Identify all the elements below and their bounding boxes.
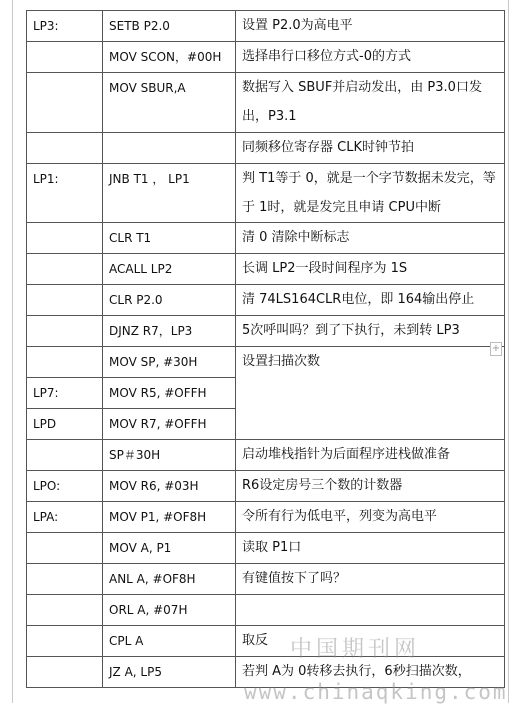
- label-cell: LPA:: [27, 502, 103, 533]
- label-cell: LP1:: [27, 164, 103, 223]
- desc-cell: 判 T1等于 0，就是一个字节数据未发完，等于 1时，就是发完且申请 CPU中断: [236, 164, 505, 223]
- code-cell: ACALL LP2: [103, 254, 236, 285]
- desc-cell: 取反: [236, 626, 505, 657]
- table-row: [27, 223, 505, 254]
- assembly-code-table: [26, 10, 505, 688]
- code-cell: ORL A, #07H: [103, 595, 236, 626]
- desc-cell: 5次呼叫吗？到了下执行，未到转 LP3: [236, 316, 505, 347]
- code-cell: MOV R7, #OFFH: [103, 409, 236, 440]
- code-cell: MOV A, P1: [103, 533, 236, 564]
- desc-cell: 若判 A为 0转移去执行，6秒扫描次数，: [236, 657, 505, 688]
- code-cell: MOV SBUR,A: [103, 73, 236, 133]
- label-cell: LPO:: [27, 471, 103, 502]
- label-cell: [27, 533, 103, 564]
- desc-cell: 清 74LS164CLR电位，即 164输出停止: [236, 285, 505, 316]
- table-row: [27, 11, 505, 42]
- label-cell: [27, 347, 103, 378]
- table-row: [27, 564, 505, 595]
- desc-cell: 启动堆栈指针为后面程序进栈做准备: [236, 440, 505, 471]
- label-cell: LP7:: [27, 378, 103, 409]
- code-cell: [103, 133, 236, 164]
- label-cell: [27, 223, 103, 254]
- table-row: [27, 42, 505, 73]
- table-add-row-icon[interactable]: +: [491, 343, 501, 354]
- label-cell: [27, 254, 103, 285]
- desc-cell: [236, 595, 505, 626]
- table-row: [27, 164, 505, 223]
- table-row: [27, 316, 505, 347]
- label-cell: [27, 73, 103, 133]
- table-row: [27, 73, 505, 133]
- label-cell: LP3:: [27, 11, 103, 42]
- label-cell: [27, 440, 103, 471]
- table-row: [27, 533, 505, 564]
- desc-cell: 同频移位寄存器 CLK时钟节拍: [236, 133, 505, 164]
- code-cell: JNB T1 ， LP1: [103, 164, 236, 223]
- label-cell: [27, 626, 103, 657]
- page-margin-line-left: [12, 0, 13, 703]
- label-cell: LPD: [27, 409, 103, 440]
- desc-cell: R6设定房号三个数的计数器: [236, 471, 505, 502]
- table-row: [27, 471, 505, 502]
- watermark-url: www.chinaqking.com: [244, 680, 508, 704]
- label-cell: [27, 133, 103, 164]
- label-cell: [27, 564, 103, 595]
- desc-cell: 设置扫描次数: [236, 347, 505, 440]
- desc-cell: 有键值按下了吗？: [236, 564, 505, 595]
- table-row: [27, 626, 505, 657]
- table-row: [27, 347, 505, 378]
- table-row: [27, 502, 505, 533]
- label-cell: [27, 595, 103, 626]
- table-row: [27, 285, 505, 316]
- label-cell: [27, 285, 103, 316]
- code-cell: JZ A, LP5: [103, 657, 236, 688]
- code-cell: MOV P1, #OF8H: [103, 502, 236, 533]
- code-cell: CLR P2.0: [103, 285, 236, 316]
- desc-cell: 设置 P2.0为高电平: [236, 11, 505, 42]
- page-margin-line-right: [508, 0, 509, 703]
- code-cell: DJNZ R7，LP3: [103, 316, 236, 347]
- table-row: [27, 254, 505, 285]
- desc-cell: 令所有行为低电平，列变为高电平: [236, 502, 505, 533]
- code-cell: MOV R5, #OFFH: [103, 378, 236, 409]
- code-cell: SETB P2.0: [103, 11, 236, 42]
- label-cell: [27, 316, 103, 347]
- code-cell: ANL A, #OF8H: [103, 564, 236, 595]
- desc-cell: 读取 P1口: [236, 533, 505, 564]
- code-cell: CLR T1: [103, 223, 236, 254]
- desc-cell: 长调 LP2一段时间程序为 1S: [236, 254, 505, 285]
- desc-cell: 选择串行口移位方式-0的方式: [236, 42, 505, 73]
- code-cell: CPL A: [103, 626, 236, 657]
- code-cell: MOV R6, #03H: [103, 471, 236, 502]
- label-cell: [27, 657, 103, 688]
- table-row: [27, 595, 505, 626]
- table-row: [27, 440, 505, 471]
- code-cell: SP＃30H: [103, 440, 236, 471]
- code-cell: MOV SP, #30H: [103, 347, 236, 378]
- watermark-title: 中国期刊网: [290, 637, 421, 662]
- label-cell: [27, 42, 103, 73]
- desc-cell: 数据写入 SBUF并启动发出，由 P3.0口发出，P3.1: [236, 73, 505, 133]
- desc-cell: 清 0 清除中断标志: [236, 223, 505, 254]
- code-cell: MOV SCON，#00H: [103, 42, 236, 73]
- table-row: [27, 133, 505, 164]
